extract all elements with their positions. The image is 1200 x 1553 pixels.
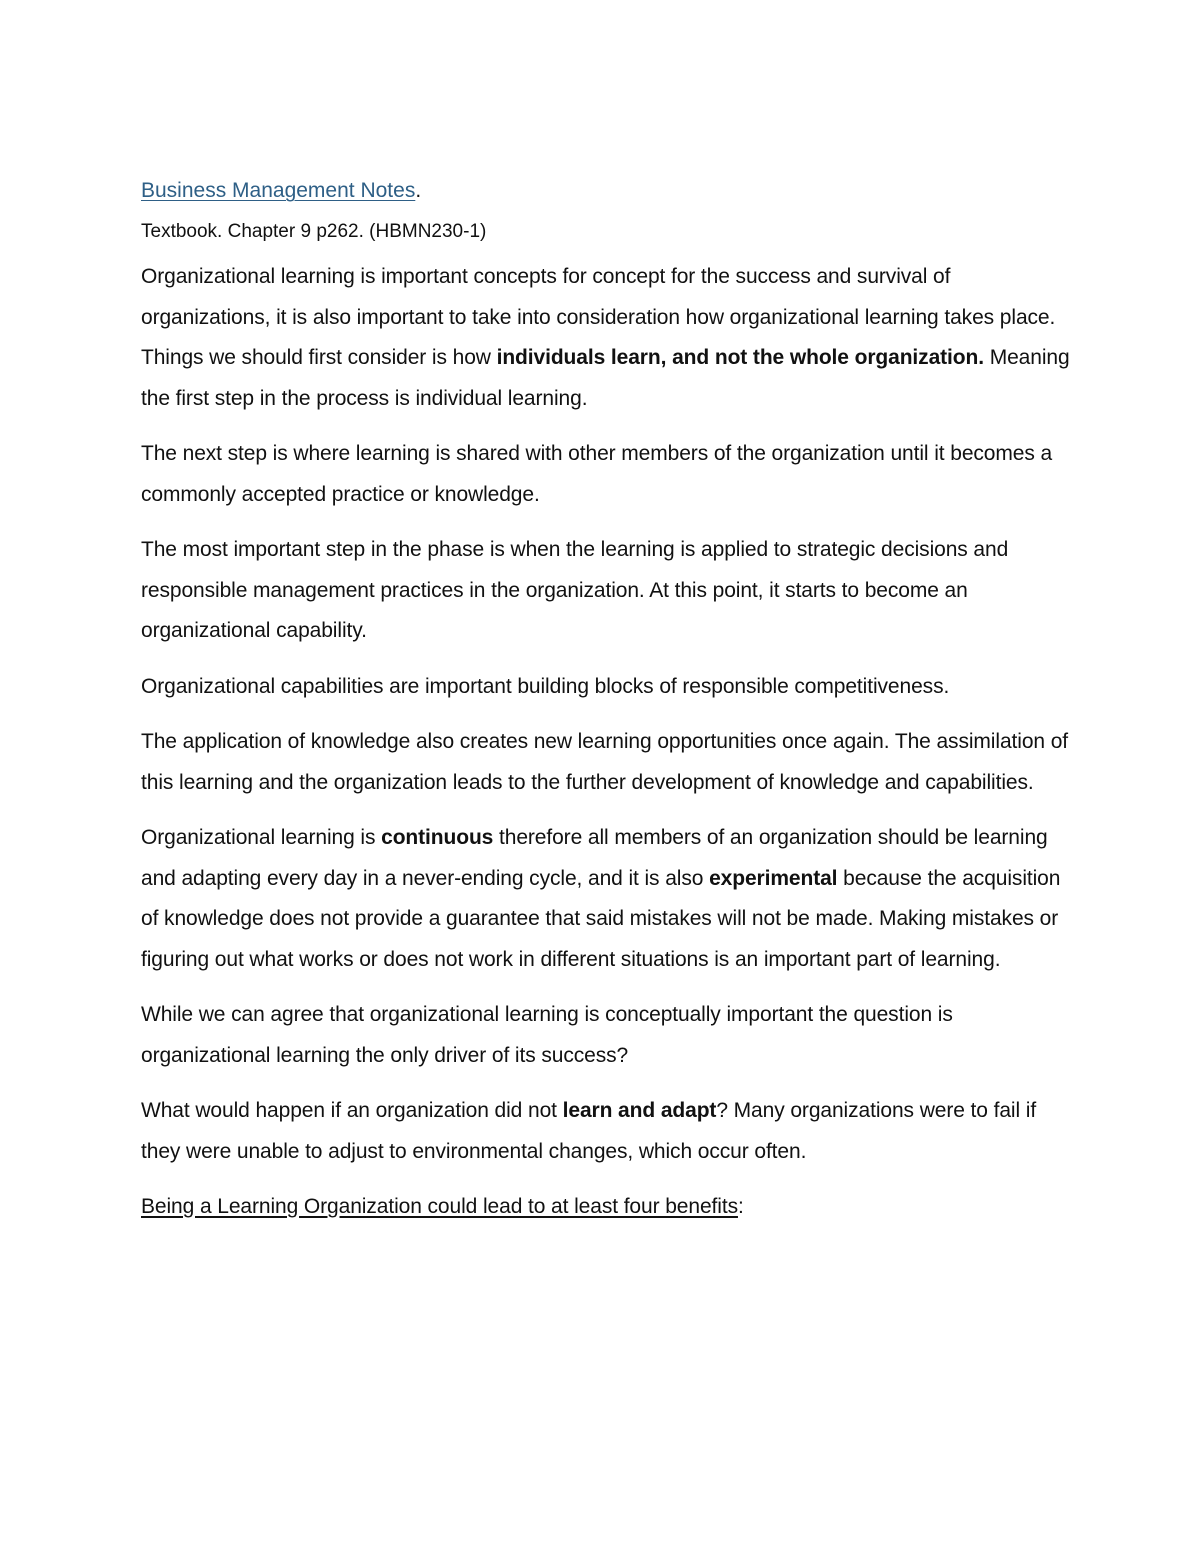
document-title xyxy=(141,173,1071,209)
paragraph-6-text-c: therefore all members of an organization should be learning and adapting every day in a never-ending cycle, and it is also xyxy=(141,826,1048,890)
paragraph-3: The most important step in the phase is when the learning is applied to strategic decisions and responsible management practices in the organization. At this point, it starts to become an organizational capability. xyxy=(141,538,1009,642)
paragraph-6 xyxy=(141,818,1071,980)
paragraph-1-text-c: Meaning the first step in the process is individual learning. xyxy=(141,346,1070,410)
paragraph-2: The next step is where learning is shared with other members of the organization until it becomes a commonly accepted practice or knowledge. xyxy=(141,442,1053,506)
paragraph-6-bold-continuous: continuous xyxy=(381,826,494,849)
paragraph-4: Organizational capabilities are important building blocks of responsible competitiveness. xyxy=(141,674,950,698)
textbook-reference: Textbook. Chapter 9 p262. (HBMN230-1) xyxy=(141,221,487,242)
document-page xyxy=(141,173,1071,1243)
benefits-heading xyxy=(141,1187,1071,1228)
paragraph-6-text-e: because the acquisition of knowledge does not provide a guarantee that said mistakes will not be made. Making mistakes or figuring out what works or does not work in different situations is an important part of learning. xyxy=(141,866,1061,971)
paragraph-6-text-a: Organizational learning is xyxy=(141,826,382,849)
paragraph-1-text-a: Organizational learning is important concepts for concept for the success and survival of organizations, it is also important to take into consideration how organizational learning takes place. Things we should first consider is how xyxy=(141,265,1056,369)
title-link[interactable]: Business Management Notes xyxy=(141,179,416,202)
paragraph-8-text-c: ? Many organizations were to fail if they were unable to adjust to environmental changes, which occur often. xyxy=(141,1099,1037,1163)
paragraph-1 xyxy=(141,257,1071,419)
benefits-heading-text: Being a Learning Organization could lead to at least four benefits xyxy=(141,1195,738,1218)
paragraph-6-bold-experimental: experimental xyxy=(709,866,838,890)
paragraph-5: The application of knowledge also creates new learning opportunities once again. The assimilation of this learning and the organization leads to the further development of knowledge and capabilities. xyxy=(141,730,1069,794)
benefits-heading-colon: : xyxy=(737,1195,744,1218)
paragraph-8-bold: learn and adapt xyxy=(562,1099,717,1122)
paragraph-7: While we can agree that organizational learning is conceptually important the question is organizational learning the only driver of its success? xyxy=(141,1003,953,1067)
paragraph-8-text-a: What would happen if an organization did not xyxy=(141,1099,563,1122)
title-period: . xyxy=(415,179,422,202)
paragraph-8 xyxy=(141,1091,1071,1172)
paragraph-1-bold: individuals learn, and not the whole organization. xyxy=(496,346,984,369)
